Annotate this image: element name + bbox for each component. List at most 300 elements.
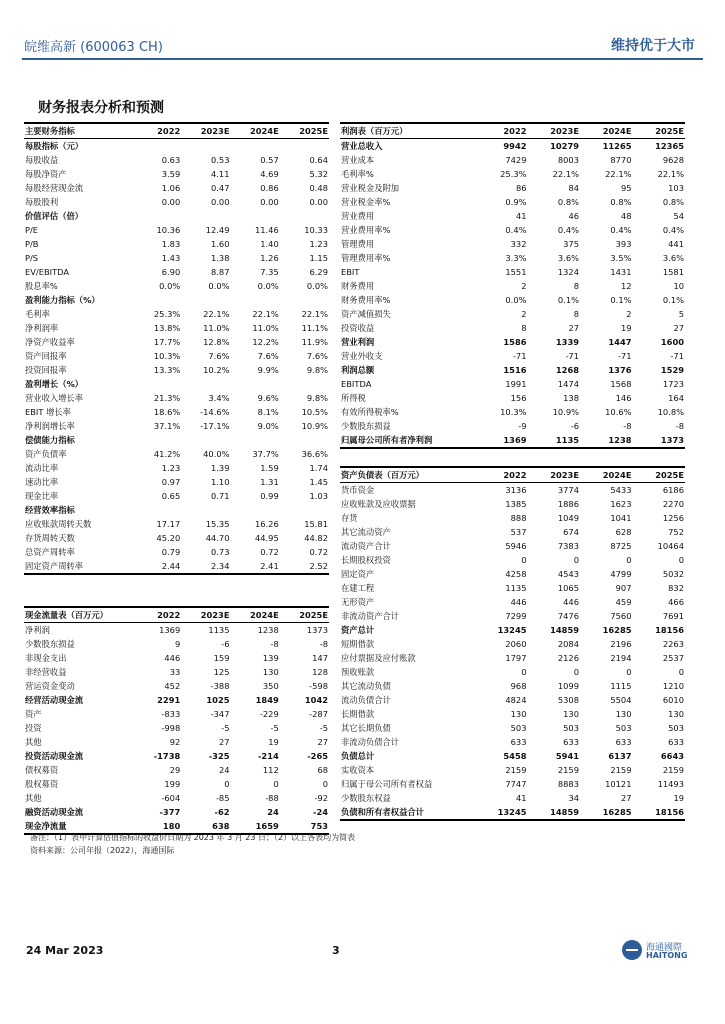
cell-value: 103 [668, 183, 684, 193]
cell-value: 10.9% [301, 421, 328, 431]
cell-value: 633 [615, 737, 632, 747]
cell-value: -17.1% [200, 421, 230, 431]
table-row [24, 651, 329, 665]
cell-value: 3136 [505, 485, 527, 495]
table-title: 资产负债表（百万元） [340, 467, 475, 483]
table-row [340, 321, 685, 335]
cell-value: 8725 [610, 541, 632, 551]
cell-value: 21.3% [153, 393, 181, 403]
cell-value: 0.00 [161, 197, 181, 207]
cell-value: 164 [668, 393, 684, 403]
cell-value: 9.8% [306, 365, 328, 375]
cell-value: 503 [615, 723, 632, 733]
cell-value: 1849 [255, 695, 279, 705]
cell-value: 17.17 [156, 519, 181, 529]
cell-value: 180 [132, 819, 181, 834]
cell-value: -8 [675, 421, 684, 431]
cell-value: 18156 [655, 625, 684, 635]
cell-value: 2.34 [181, 559, 230, 574]
cell-value: 19 [268, 737, 279, 747]
cell-value: 1.31 [260, 477, 279, 487]
cell-value: 8883 [557, 779, 579, 789]
row-label: P/S [25, 253, 39, 263]
cell-value: 2060 [505, 639, 527, 649]
cell-value: 112 [262, 765, 279, 775]
row-label: 所得税 [341, 393, 366, 403]
table-title: 现金流量表（百万元） [24, 607, 132, 623]
cell-value [280, 377, 329, 391]
cell-value: 9.6% [257, 393, 279, 403]
column-header: 2024E [231, 123, 280, 139]
cell-value: 3.4% [208, 393, 230, 403]
cell-value: 0.1% [662, 295, 684, 305]
cell-value: 139 [262, 653, 279, 663]
cell-value: 1369 [475, 433, 528, 448]
table-row [340, 581, 685, 595]
cell-value: 0.0% [208, 281, 230, 291]
cell-value: 0 [678, 667, 684, 677]
cell-value: 0.47 [211, 183, 230, 193]
row-label: 资产 [25, 709, 42, 719]
cell-value: 11.46 [254, 225, 279, 235]
cell-value: -229 [259, 709, 279, 719]
column-header: 2025E [280, 607, 329, 623]
cell-value: 375 [563, 239, 579, 249]
row-label: 应收账款周转天数 [25, 519, 92, 529]
cell-value: 14859 [528, 805, 581, 820]
cell-value: 10.36 [156, 225, 181, 235]
row-label: 少数股东损益 [25, 639, 75, 649]
cell-value: -62 [214, 807, 230, 817]
cell-value: 753 [280, 819, 329, 834]
row-label: 每股收益 [25, 155, 59, 165]
cell-value: 1886 [557, 499, 579, 509]
cell-value: 156 [510, 393, 527, 403]
cell-value: 1099 [557, 681, 579, 691]
table-row [24, 805, 329, 819]
table-row [340, 637, 685, 651]
table-row [24, 545, 329, 559]
cell-value: 0 [626, 555, 632, 565]
cell-value: 6643 [660, 751, 684, 761]
table-row [24, 321, 329, 335]
cell-value: 0.8% [557, 197, 579, 207]
cell-value: 0.86 [260, 183, 279, 193]
table-row [24, 693, 329, 707]
cell-value: 2.44 [132, 559, 181, 574]
table-row [340, 391, 685, 405]
table-row [340, 363, 685, 377]
table-row [24, 307, 329, 321]
logo-text-cn: 海通國際 [646, 943, 683, 953]
cell-value: 1.26 [260, 253, 279, 263]
row-label: 营业收入增长率 [25, 393, 84, 403]
cell-value [231, 209, 280, 223]
cell-value: 37.7% [252, 449, 279, 459]
cell-value: 54 [673, 211, 684, 221]
table-row [24, 637, 329, 651]
cell-value: 0.4% [505, 225, 527, 235]
cell-value: 7476 [557, 611, 579, 621]
row-label: P/E [25, 225, 39, 235]
cell-value: 48 [620, 211, 632, 221]
cell-value: 968 [510, 681, 527, 691]
cell-value: 10.6% [605, 407, 632, 417]
cell-value: 10.3% [500, 407, 527, 417]
cell-value: 638 [181, 819, 230, 834]
cell-value: -9 [518, 421, 527, 431]
cell-value: 22.1% [252, 309, 279, 319]
row-label: 资产负债率 [25, 449, 67, 459]
cell-value: -1738 [153, 751, 181, 761]
cell-value: 1.03 [309, 491, 328, 501]
cell-value: 18156 [633, 805, 686, 820]
cell-value: 6137 [608, 751, 632, 761]
cell-value: 3.3% [505, 253, 527, 263]
cell-value: 0 [521, 555, 527, 565]
cell-value: 3.5% [610, 253, 632, 263]
cell-value: -71 [670, 351, 684, 361]
cell-value: 5458 [503, 751, 527, 761]
cell-value: 7747 [505, 779, 527, 789]
cell-value [181, 209, 230, 223]
cell-value: 1723 [662, 379, 684, 389]
table-row [24, 195, 329, 209]
table-row [24, 139, 329, 154]
cell-value: 0.8% [610, 197, 632, 207]
cell-value: 9942 [503, 141, 527, 151]
cell-value: 1586 [503, 337, 527, 347]
cell-value: 7.6% [306, 351, 328, 361]
cell-value: 2 [521, 309, 527, 319]
cell-value [181, 139, 230, 154]
row-label: 净利润增长率 [25, 421, 75, 431]
cell-value: 7.35 [260, 267, 279, 277]
cell-value: 0 [573, 667, 579, 677]
cell-value: -6 [221, 639, 230, 649]
cell-value: 16285 [580, 805, 633, 820]
cell-value: 0 [573, 555, 579, 565]
row-label: 负债和所有者权益合计 [340, 805, 475, 820]
row-label: 毛利率 [25, 309, 50, 319]
cell-value: 1.06 [161, 183, 181, 193]
table-row [340, 609, 685, 623]
row-label: 预收账款 [341, 667, 375, 677]
row-label: 净利润 [25, 625, 50, 635]
cell-value: 1065 [557, 583, 579, 593]
cell-value: 17.7% [153, 337, 181, 347]
table-row [340, 223, 685, 237]
table-row [24, 665, 329, 679]
cell-value: 0.64 [309, 155, 328, 165]
cell-value: 15.81 [304, 519, 328, 529]
cell-value: -8 [623, 421, 632, 431]
balance-sheet-table [340, 466, 685, 821]
table-row [340, 707, 685, 721]
table-header-row [340, 467, 685, 483]
row-label: 归属于母公司所有者权益 [341, 779, 433, 789]
header-divider [22, 58, 703, 60]
cell-value: -5 [319, 723, 328, 733]
cell-value: 10.33 [304, 225, 328, 235]
cell-value: 3.6% [557, 253, 579, 263]
cell-value: 25.3% [500, 169, 527, 179]
cell-value: 1238 [257, 625, 279, 635]
report-header-rating: 维持优于大市 [611, 38, 695, 54]
cell-value: 130 [262, 667, 279, 677]
row-label: 经营活动现金流 [25, 695, 84, 705]
cell-value: 0.4% [610, 225, 632, 235]
cell-value: 9628 [662, 155, 684, 165]
cell-value: 128 [312, 667, 328, 677]
row-label: EBIT [341, 267, 360, 277]
cell-value: 10279 [550, 141, 579, 151]
table-row [24, 335, 329, 349]
table-row [340, 497, 685, 511]
cell-value: 2159 [662, 765, 684, 775]
cell-value: 2270 [662, 499, 684, 509]
cell-value: 0.9% [505, 197, 527, 207]
row-label: 其他 [25, 793, 42, 803]
cell-value: 19 [620, 323, 632, 333]
report-header-left: 皖维高新 (600063 CH) [24, 40, 163, 55]
cell-value: 33 [169, 667, 181, 677]
table-header-row [24, 123, 329, 139]
column-header: 2024E [580, 467, 633, 483]
cell-value: -388 [210, 681, 230, 691]
row-label: 长期股权投资 [341, 555, 391, 565]
cell-value: 441 [668, 239, 684, 249]
cell-value: -998 [161, 723, 181, 733]
table-row [340, 419, 685, 433]
row-label: 盈利能力指标（%） [25, 295, 100, 305]
cell-value [231, 503, 280, 517]
cell-value: 4.69 [260, 169, 279, 179]
cell-value: -5 [270, 723, 279, 733]
row-label: 少数股东权益 [341, 793, 391, 803]
section-title: 财务报表分析和预测 [38, 100, 164, 116]
row-label: 投资回报率 [25, 365, 67, 375]
cell-value: 0.00 [211, 197, 230, 207]
cell-value: 2263 [662, 639, 684, 649]
cell-value: 1.23 [161, 463, 181, 473]
cell-value: -8 [270, 639, 279, 649]
table-row [340, 567, 685, 581]
cell-value: 5433 [610, 485, 632, 495]
table-row [340, 433, 685, 448]
cell-value: 0.0% [306, 281, 328, 291]
cell-value: 2 [626, 309, 632, 319]
cell-value: 45.20 [156, 533, 181, 543]
cell-value: 92 [169, 737, 181, 747]
row-label: 每股净资产 [25, 169, 67, 179]
table-row [24, 419, 329, 433]
cell-value: 86 [515, 183, 527, 193]
cell-value [181, 503, 230, 517]
row-label: EBITDA [341, 379, 372, 389]
cell-value: 22.1% [657, 169, 684, 179]
cell-value: 0.97 [161, 477, 181, 487]
cell-value: 7560 [610, 611, 632, 621]
cell-value: 832 [668, 583, 684, 593]
row-label: 盈利增长（%） [25, 379, 84, 389]
table-row [340, 195, 685, 209]
table-row [24, 475, 329, 489]
cell-value: -5 [221, 723, 230, 733]
cell-value [132, 209, 181, 223]
cell-value: 16.26 [254, 519, 279, 529]
cell-value: -92 [314, 793, 328, 803]
cell-value: 11.0% [203, 323, 230, 333]
row-label: 营业成本 [341, 155, 375, 165]
cell-value: 36.6% [301, 449, 328, 459]
row-label: 总资产周转率 [25, 547, 75, 557]
table-row [340, 265, 685, 279]
cell-value: 0.72 [260, 547, 279, 557]
cell-value: 1.45 [309, 477, 328, 487]
cell-value: 1.40 [260, 239, 279, 249]
haitong-logo-icon [622, 940, 642, 960]
cell-value: 752 [668, 527, 684, 537]
cell-value: 6010 [662, 695, 684, 705]
row-label: 应收账款及应收票据 [341, 499, 416, 509]
cell-value: 22.1% [203, 309, 230, 319]
table-row [340, 735, 685, 749]
table-row [340, 693, 685, 707]
cell-value: 130 [563, 709, 579, 719]
table-row [24, 167, 329, 181]
cell-value: 1568 [610, 379, 632, 389]
row-label: 营业费用 [341, 211, 375, 221]
cell-value [231, 377, 280, 391]
cell-value: 1.83 [161, 239, 181, 249]
cell-value: 34 [568, 793, 579, 803]
row-label: 固定资产周转率 [24, 559, 132, 574]
table-row [340, 749, 685, 763]
cell-value: 1.38 [211, 253, 230, 263]
table-row [24, 503, 329, 517]
row-label: 股息率% [25, 281, 58, 291]
row-label: 营业总收入 [341, 141, 383, 151]
cell-value: 22.1% [605, 169, 632, 179]
cell-value: 24 [267, 807, 279, 817]
cell-value: 0 [273, 779, 279, 789]
cell-value: 4.11 [211, 169, 230, 179]
cell-value: 5504 [610, 695, 632, 705]
row-label: 非经营收益 [25, 667, 67, 677]
row-label: 现金比率 [25, 491, 59, 501]
cell-value: 1623 [610, 499, 632, 509]
row-label: 净利润率 [25, 323, 59, 333]
cell-value: 5 [678, 309, 684, 319]
cell-value: 11265 [602, 141, 632, 151]
cell-value: 0.57 [260, 155, 279, 165]
cell-value: 24 [218, 765, 230, 775]
cell-value: 12.8% [203, 337, 230, 347]
table-row [24, 559, 329, 574]
cell-value: 2291 [157, 695, 181, 705]
cell-value: 1135 [208, 625, 230, 635]
cell-value: -347 [210, 709, 230, 719]
cell-value: -6 [570, 421, 579, 431]
row-label: 少数股东损益 [341, 421, 391, 431]
row-label: 投资收益 [341, 323, 375, 333]
column-header: 2022 [132, 607, 181, 623]
cell-value: 13.3% [153, 365, 181, 375]
cell-value: 1.74 [309, 463, 328, 473]
cell-value: 452 [164, 681, 181, 691]
page-number: 3 [332, 944, 340, 957]
table-row [24, 237, 329, 251]
cell-value: 22.1% [301, 309, 328, 319]
cell-value: 7.6% [208, 351, 230, 361]
cell-value: 37.1% [153, 421, 181, 431]
row-label: 非流动资产合计 [341, 611, 400, 621]
cell-value: 44.82 [304, 533, 328, 543]
cell-value: 0.53 [211, 155, 230, 165]
cell-value: 0.00 [309, 197, 328, 207]
cell-value: 0.0% [505, 295, 527, 305]
cell-value: 12.49 [205, 225, 230, 235]
cell-value: 1516 [503, 365, 527, 375]
cell-value: 633 [668, 737, 684, 747]
cell-value: 0.1% [557, 295, 579, 305]
cell-value: 84 [568, 183, 579, 193]
cell-value: 13.8% [153, 323, 181, 333]
row-label: 应付票据及应付账款 [341, 653, 416, 663]
row-label: 无形资产 [341, 597, 375, 607]
cell-value: 888 [510, 513, 527, 523]
cell-value: 4824 [505, 695, 527, 705]
cell-value: 332 [510, 239, 527, 249]
cell-value: 0.4% [557, 225, 579, 235]
cell-value [132, 377, 181, 391]
table-row [340, 307, 685, 321]
table-row [340, 777, 685, 791]
cell-value: 1210 [662, 681, 684, 691]
cell-value: 6.29 [309, 267, 328, 277]
cell-value: -14.6% [200, 407, 230, 417]
cell-value: 16285 [602, 625, 632, 635]
cell-value: 5946 [505, 541, 527, 551]
cell-value: 0 [626, 667, 632, 677]
cell-value: 8.87 [211, 267, 230, 277]
table-row [24, 433, 329, 447]
cell-value: 2.41 [231, 559, 280, 574]
row-label: 净资产收益率 [25, 337, 75, 347]
cell-value: -598 [309, 681, 328, 691]
row-label: 营业费用率% [341, 225, 391, 235]
table-row [340, 153, 685, 167]
cell-value: 1135 [528, 433, 581, 448]
cell-value: 44.70 [205, 533, 230, 543]
cell-value: 0.72 [309, 547, 328, 557]
cell-value: 0.00 [260, 197, 279, 207]
table-row [24, 679, 329, 693]
cell-value: 1581 [662, 267, 684, 277]
cell-value: 537 [510, 527, 527, 537]
table-row [24, 181, 329, 195]
row-label: 营业税金及附加 [341, 183, 400, 193]
row-label: 资产减值损失 [341, 309, 391, 319]
table-row [340, 525, 685, 539]
row-label: 其他 [25, 737, 42, 747]
row-label: 长期借款 [341, 709, 375, 719]
cell-value: 4258 [505, 569, 527, 579]
row-label: 流动负债合计 [341, 695, 391, 705]
cell-value: 9.9% [257, 365, 279, 375]
cell-value: 6186 [662, 485, 684, 495]
